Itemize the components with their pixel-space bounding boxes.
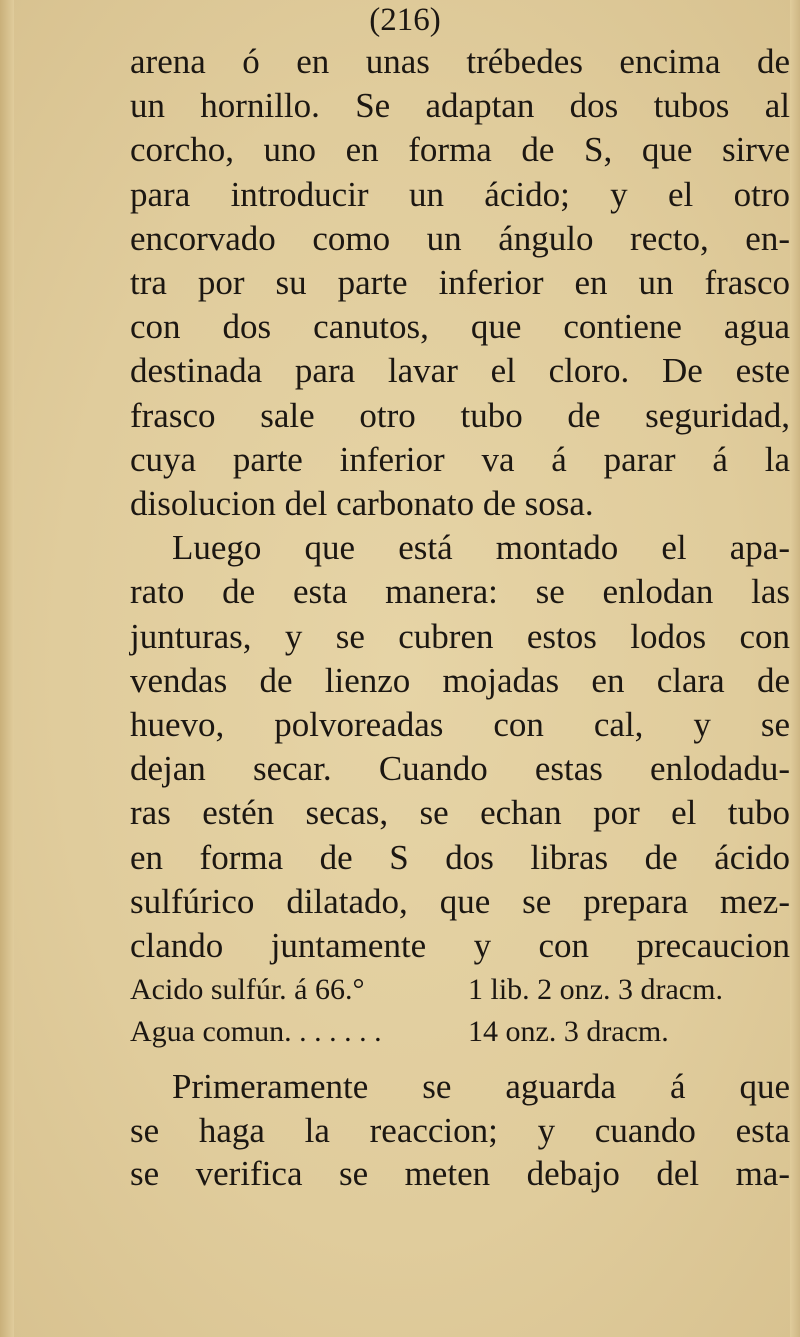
recipe-ingredient: Acido sulfúr. á 66.° (130, 973, 365, 1006)
text-line: disolucion del carbonato de sosa. (130, 484, 594, 523)
text-line: clando juntamente y con precaucion (130, 926, 790, 965)
text-line: encorvado como un ángulo recto, en- (130, 218, 790, 258)
text-line: ras estén secas, se echan por el tubo (130, 793, 790, 833)
text-line: huevo, polvoreadas con cal, y se (130, 705, 790, 744)
text-line: rato de esta manera: se enlodan las (130, 572, 790, 612)
text-line: destinada para lavar el cloro. De este (130, 351, 790, 391)
text-line: frasco sale otro tubo de seguridad, (130, 395, 790, 435)
recipe-ingredient: Agua comun. . . . . . . (130, 1015, 382, 1048)
text-line: se haga la reaccion; y cuando esta (130, 1111, 790, 1150)
recipe-row (130, 970, 790, 1010)
text-line: un hornillo. Se adaptan dos tubos al (130, 86, 790, 126)
text-line: dejan secar. Cuando estas enlodadu- (130, 749, 790, 789)
text-line: Luego que está montado el apa- (172, 528, 790, 568)
text-line: Primeramente se aguarda á que (172, 1067, 790, 1106)
page-number: (216) (369, 2, 441, 38)
recipe-quantity: 14 onz. 3 dracm. (468, 1015, 669, 1048)
recipe-row (130, 1012, 790, 1052)
text-line: cuya parte inferior va á parar á la (130, 439, 790, 479)
text-line: junturas, y se cubren estos lodos con (130, 616, 790, 656)
page-edge (790, 0, 800, 1337)
text-line: vendas de lienzo mojadas en clara de (130, 660, 790, 700)
text-line: se verifica se meten debajo del ma- (130, 1154, 790, 1193)
text-line: con dos canutos, que contiene agua (130, 307, 790, 347)
recipe-quantity: 1 lib. 2 onz. 3 dracm. (468, 973, 723, 1006)
text-line: en forma de S dos libras de ácido (130, 837, 790, 877)
text-line: para introducir un ácido; y el otro (130, 174, 790, 214)
text-line: corcho, uno en forma de S, que sirve (130, 130, 790, 170)
text-line: sulfúrico dilatado, que se prepara mez- (130, 881, 790, 921)
text-line: tra por su parte inferior en un frasco (130, 263, 790, 302)
text-line: arena ó en unas trébedes encima de (130, 42, 790, 81)
page-spine-shadow (0, 0, 14, 1337)
